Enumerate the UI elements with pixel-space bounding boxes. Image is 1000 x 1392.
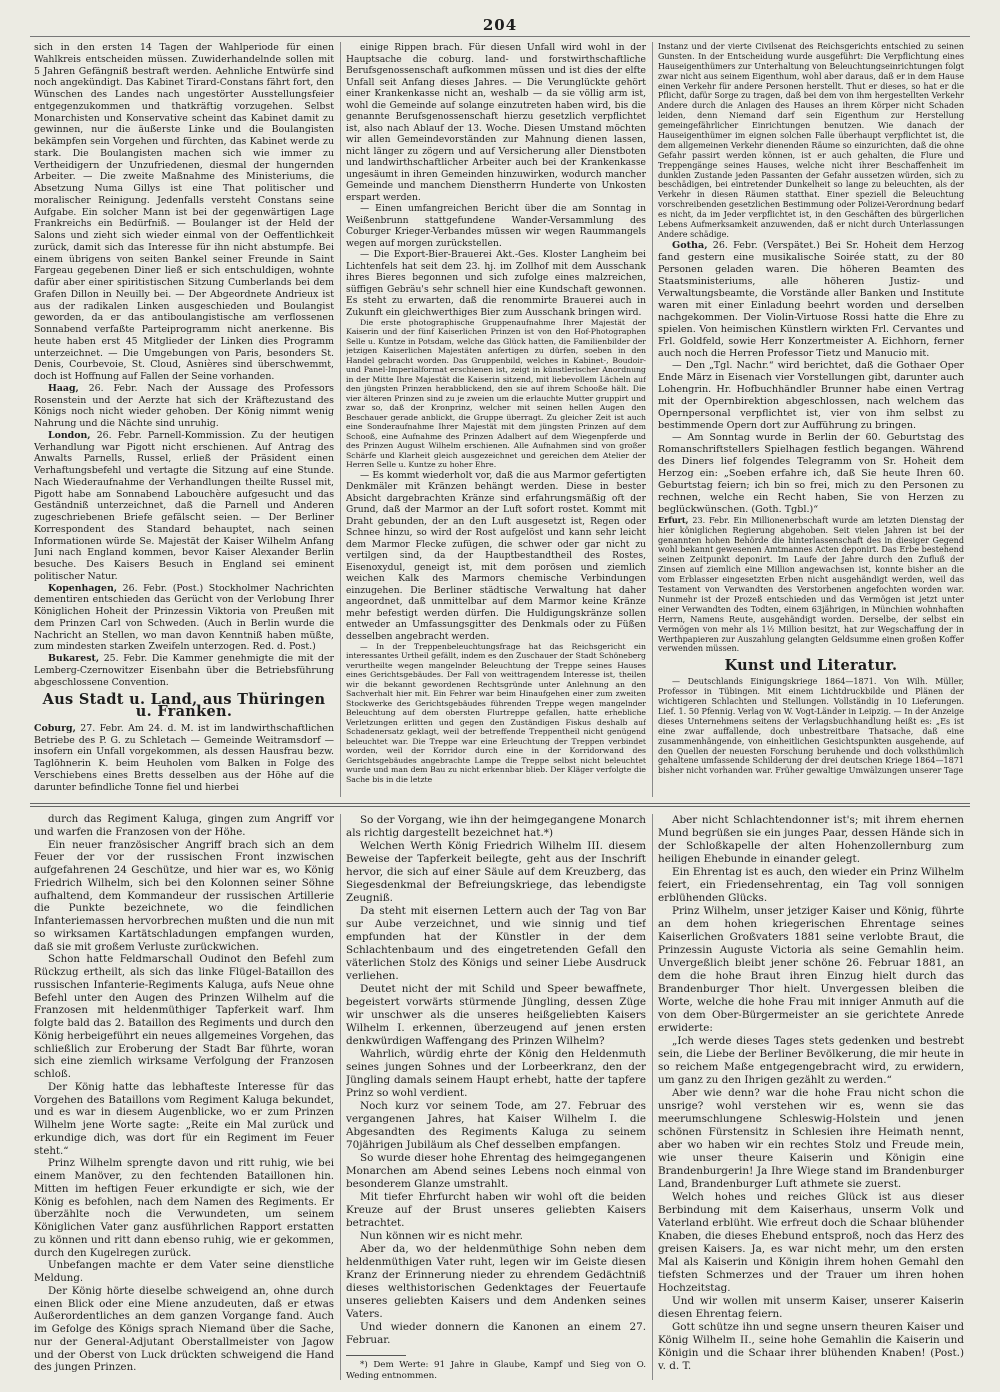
column-3 [658,42,964,797]
column-divider [652,814,653,1380]
paragraph: Prinz Wilhelm, unser jetziger Kaiser und König, führte an dem hohen kriegerischen Ehrentage seines Kaiserlichen Großvaters 1881 seine verlobte Braut, die Prinzessin Auguste Victoria als seine Gemahlin heim. Unvergeßlich bleibt jener schöne 26. Februar 1881, an dem die hohe Braut ihren Einzug hielt durch das Brandenburger Thor hielt. Unvergessen bleiben die Worte, welche die hohe Frau mit inniger Anmuth auf die von dem Ober-Bürgermeister an sie gerichtete Anrede erwiderte: [658,905,964,1034]
news-text: — Den „Tgl. Nachr.“ wird berichtet, daß die Gothaer Oper Ende März in Eisenach vier Vorstellungen gibt, darunter auch Lohengrin. Hr. Hofbuchhändler Brunner habe einen Vertrag mit der Opernbirektion abgeschlossen, nach welchem das Opernpersonal verpflichtet ist, vier von ihm selbst zu bestimmende Opern dort zur Aufführung zu bringen. [658,359,964,431]
col2-paragraphs [346,42,646,318]
paragraph: Aber nicht Schlachtendonner ist's; mit ihrem ehernen Mund begrüßen sie ein junges Paar, dessen Hände sich in der Schloßkapelle der alten Hohenzollernburg zum heiligen Ehebunde in einander gelegt. [658,814,964,865]
paragraph: Welchen Werth König Friedrich Wilhelm III. diesem Beweise der Tapferkeit beilegte, geht aus der Inschrift hervor, die sich auf einer Säule auf dem Kreuzberg, das Siegesdenkmal der Befreiungskriege, das lebendigste Zeugniß. [346,840,646,904]
news-item [658,240,964,360]
news-text: Nach der Aussage des Professors Rosenstein und der Aerzte hat sich der Kräftezustand des Königs noch nicht wieder gehoben. Der König nimmt wenig Nahrung und die Nächte sind unruhig. [34,382,334,429]
court-decision-text: Instanz und der vierte Civilsenat des Reichsgerichts entschied zu seinen Gunsten. In der Entscheidung wurde ausgeführt: Die Verpflichtung eines Hauseigenthümers zur Unterhaltung von Beleuchtungseinrichtungen folgt zwar nicht aus seinem Eigenthum, wohl aber daraus, daß er in dem Hause einen Verkehr für andere Personen herstellt. Thut er dieses, so hat er die Pflicht, dafür Sorge zu tragen, daß bei dem von ihm hergestellten Verkehr Andere durch die Anlagen des Hauses an ihrem Körper nicht Schaden leiden, denn Niemand darf sein Eigenthum zur Herstellung gemeingefährlicher Einrichtungen benutzen. Wie danach der Hauseigenthümer im eignen solchen Falle überhaupt verpflichtet ist, die dem allgemeinen Verkehr dienenden Räume so einzurichten, daß die ohne Gefahr passirt werden können, ist er auch gehalten, die Flure und Treppengänge seines Hauses, welche nicht ihrer Beschaffenheit im dunklen Zustande jeden Passanten der Gefahr aussetzen würden, sich zu beschädigen, bei eintretender Dunkelheit so lange zu beleuchten, als der Verkehr in diesen Räumen statthat. Einer speziell die Beleuchtung vorschreibenden gesetzlichen Bestimmung oder Polizei-Verordnung bedarf es nicht, da im Jeder verpflichtet ist, in den Geschäften des bürgerlichen Lebens Aufmerksamkeit anzuwenden, daß er nicht durch Unterlassungen Andere schädige. [658,42,964,239]
paragraph: — Es kommt wiederholt vor, daß die aus Marmor gefertigten Denkmäler mit Kränzen behängt werden. Diese in bester Absicht dargebrachten Kränze sind erfahrungsmäßig oft der Grund, daß der Marmor an der Luft sofort rostet. Kommt mit Draht gebunden, der an den Luft ausgesetzt ist, Regen oder Schnee hinzu, so wird der Rost aufgelöst und kann sehr leicht dem Marmor Flecke zufügen, die schwer oder gar nicht zu vertilgen sind, da der Hauptbestandtheil des Rostes, Eisenoxydul, geneigt ist, mit dem porösen und ziemlich weichen Kalk des Marmors chemische Verbindungen einzugehen. Die Berliner städtische Verwaltung hat daher angeordnet, daß unmittelbar auf dem Marmor keine Kränze mehr befestigt werden dürfen. Die Huldigungskränze sollen entweder an Umfassungsgitter des Denkmals oder zu Füßen desselben angebracht werden. [346,469,646,642]
page-number: 204 [482,16,518,34]
column-1 [34,42,334,797]
bottom-column-2 [346,814,646,1380]
paragraph: Und wir wollen mit unserm Kaiser, unserer Kaiserin diesen Ehrentag feiern. [658,1295,964,1320]
paragraph: Und wieder donnern die Kanonen an einem 27. Februar. [346,1321,646,1346]
dateline-place: Gotha, [672,239,708,251]
feuilleton-rule [30,806,970,807]
paragraph: Gott schütze ihn und segne unsern theuren Kaiser und König Wilhelm II., seine hohe Gemahlin die Kaiserin und Königin und die Schaar ihrer blühenden Knaben! (Post.) v. d. T. [658,1321,964,1372]
dateline-date: 26. Febr. [96,429,142,441]
dateline-date: 25. Febr. [103,653,148,664]
col3-dated-news [658,240,964,516]
news-text: Stockholmer Nachrichten dementiren entschieden das Gerücht von der Verlobung Ihrer Königlichen Hoheit der Prinzessin Viktoria von Preußen mit dem Prinzen Carl von Schweden. (Auch in Berlin wurde die Nachricht an Stellen, wo man davon Kenntniß haben müßte, zum mindesten starken Zweifeln unterzogen. Red. d. Post.) [34,582,334,653]
dateline-date: 26. Febr. (Post.) [122,582,204,594]
news-text: — Am Sonntag wurde in Berlin der 60. Geburtstag des Romanschriftstellers Spielhagen festlich begangen. Während des Diners lief folgendes Telegramm von Sr. Hoheit dem Herzog ein: „Soeben erfahre ich, daß Sie heute Ihren 60. Geburtstag feiern; ich bin so frei, mich zu den Personen zu rechnen, welche ein Recht haben, Sie von Herzen zu beglückwünschen. (Goth. Tgbl.)“ [658,431,964,515]
paragraph: Welch hohes und reiches Glück ist aus dieser Berbindung mit dem Kaiserhaus, unserm Volk und Vaterland erblüht. Wie erfreut doch die Schaar blühender Knaben, die dieses Ehebund entsproß, noch das Herz des greisen Kaisers. Ja, es war nicht mehr, um den ersten Mal als Kaiserin und Königin ihrem hohen Gemahl den tiefsten Schmerzes und der Trauer um ihren hohen Hochzeitstag. [658,1191,964,1294]
news-item [34,583,334,654]
paragraph: Prinz Wilhelm sprengte davon und ritt ruhig, wie bei einem Manöver, zu den fechtenden Bataillonen hin. Mitten im heftigen Feuer erkundigte er sich, wie der König es befohlen, nach dem Namen des Regiments. Er überzählte noch die Verwundeten, um seinem Königlichen Vater ganz ausführlichen Rapport erstatten zu können und ritt dann ebenso ruhig, wie er gekommen, durch den Kugelregen zurück. [34,1158,334,1259]
kunst-text: — Deutschlands Einigungskriege 1864—1871. Von Wilh. Müller, Professor in Tübingen. Mit einem Lichtdruckbilde und Plänen der wichtigeren Schlachten und Stellungen. Vollständig in 10 Lieferungen. Lief. 1. 50 Pfennig. Verlag von W. Vogt-Länder in Leipzig. — In der Anzeige dieses Unternehmens seitens der Verlagsbuchhandlung heißt es: „Es ist eine zwar auffallende, doch unbestreitbare Thatsache, daß eine zusammenhängende, von einheitlichen Gesichtspunkten ausgehende, auf den Quellen der neuesten Forschung beruhende und doch volksthümlich gehaltene umfassende Schilderung der drei deutschen Kriege 1864—1871 bisher nicht vorhanden war. Früher gewaltige Umwälzungen unserer Tage [658,677,964,776]
column-divider [652,42,653,797]
column-2 [346,42,646,797]
footnote-rule [346,1355,406,1356]
col1-dated-news [34,383,334,689]
paragraph: einige Rippen brach. Für diesen Unfall wird wohl in der Hauptsache die coburg. land- und forstwirthschaftliche Berufsgenossenschaft aufkommen müssen und ist dies der elfte Unfall seit Anfang dieses Jahres. — Die Verunglückte gehört einer Krankenkasse nicht an, weshalb — da sie völlig arm ist, wohl die Gemeinde auf solange einzutreten haben wird, bis die genannte Berufsgenossenschaft hierzu gesetzlich verpflichtet ist, also nach Ablauf der 13. Woche. Diesen Umstand möchten wir allen Gemeindevorständen zur Mahnung dienen lassen, nicht länger zu zögern und auf Versicherung aller Dienstboten und landwirthschaftlicher Arbeiter auch bei der Krankenkasse ungesäumt in ihren Gemeinden hinzuwirken, wodurch mancher Gemeinde und manchem Dienstherrn Hunderte von Unkosten erspart werden. [346,42,646,203]
dateline-place: London, [48,429,91,441]
paragraph: Der König hatte das lebhafteste Interesse für das Vorgehen des Bataillons vom Regiment Kaluga bekundet, und es war in diesem Augenblicke, wo er zum Prinzen Wilhelm jene Worte sagte: „Reite ein Mal zurück und erkundige dich, was dort für ein Regiment im Feuer steht.“ [34,1081,334,1157]
bottom-column-1 [34,814,334,1380]
news-item [34,383,334,430]
photo-group-notice: Die erste photographische Gruppenaufnahme Ihrer Majestät der Kaiserin und der fünf Kaiserlichen Prinzen ist von den Hof-Photographen Selle u. Kuntze in Potsdam, welche das Glück hatten, die Familienbilder der jetzigen Kaiserlichen Majestäten anfertigen zu dürfen, soeben in den Handel gebracht worden. Das Gruppenbild, welches in Kabinet-, Boudoir- und Panel-Imperialformat erschienen ist, zeigt in künstlerischer Anordnung in der Mitte Ihre Majestät die Kaiserin sitzend, mit liebevollem Lächeln auf den jüngsten Prinzen herabblickend, den sie auf ihrem Schooße hält. Die vier älteren Prinzen sind zu je zweien um die erlauchte Mutter gruppirt und zwar so, daß der Kronprinz, welcher mit seinen hellen Augen den Beschauer gerade anblickt, die Gruppe überragt. Zu gleicher Zeit ist auch eine Sonderaufnahme Ihrer Majestät mit dem jüngsten Prinzen auf dem Schooß, eine Aufnahme des Prinzen Adalbert auf dem Wiegenpferde und des Prinzen August Wilhelm erschienen. Alle Aufnahmen sind von großer Schärfe und Klarheit gleich ausgezeichnet und gereichen dem Atelier der Herren Selle u. Kuntze zu hoher Ehre. [346,318,646,470]
column-divider [340,42,341,797]
dateline-date: 26. Febr. [712,239,758,251]
dateline-place: Haag, [48,382,79,394]
paragraph: So wurde dieser hohe Ehrentag des heimgegangenen Monarchen am Abend seines Lebens noch einmal von besonderem Glanze umstrahlt. [346,1152,646,1190]
paragraph: Ein Ehrentag ist es auch, den wieder ein Prinz Wilhelm feiert, ein Friedensehrentag, ein Tag voll sonnigen erblühenden Glücks. [658,866,964,904]
paragraph: Unbefangen machte er dem Vater seine dienstliche Meldung. [34,1260,334,1284]
dateline-place: Bukarest, [48,653,100,664]
col1-paragraphs [34,42,334,383]
paragraph: Aber da, wo der heldenmüthige Sohn neben dem heldenmüthigen Vater ruht, legen wir im Geiste diesen Kranz der Erinnerung nieder zu ehrendem Gedächtniß dieses welthistorischen Gedenktages der Feuertaufe unseres geliebten Kaisers und dem Andenken seines Vaters. [346,1243,646,1320]
section-title-stadt-land: Aus Stadt u. Land, aus Thüringen u. Franken. [42,691,326,720]
news-item [658,360,964,432]
paragraph: Ein neuer französischer Angriff brach sich an dem Feuer der vor der russischen Front inzwischen aufgefahrenen 24 Geschütze, und hier war es, wo König Friedrich Wilhelm, sich bei den Kolonnen seiner Söhne aufhaltend, dem Kommandeur der russischen Artillerie die Punkte bezeichnete, wo die feindlichen Infanteriemassen hervorbrechen mußten und die nun mit so wirksamen Kartätschladungen empfangen wurden, daß sie mit großem Verluste zurückwichen. [34,839,334,953]
paragraph: — Die Export-Bier-Brauerei Akt.-Ges. Kloster Langheim bei Lichtenfels hat seit dem 23. hj. im Zollhof mit dem Ausschank ihres Bieres begonnen und sich zufolge eines malzreichen, süffigen Gebräu's sehr schnell hier eine Kundschaft gewonnen. Es steht zu erwarten, daß die renommirte Brauerei auch in Zukunft ein gleichwerthiges Bier zum Ausschank bringen wird. [346,249,646,318]
paragraph: Der König hörte dieselbe schweigend an, ohne durch einen Blick oder eine Miene anzudeuten, daß er etwas Außerordentliches an dem ganzen Vorgange fand. Auch im Gefolge des Königs sprach Niemand über die Sache, nur der General-Adjutant Oberstallmeister von Jagow und der Oberst von Luck drückten schweigend die Hand des jungen Prinzen. [34,1285,334,1374]
paragraph: durch das Regiment Kaluga, gingen zum Angriff vor und warfen die Franzosen von der Höhe. [34,814,334,838]
col2-marble-paragraphs [346,470,646,643]
news-text: (Verspätet.) Bei Sr. Hoheit dem Herzog fand gestern eine musikalische Soirée statt, zu der 80 Personen geladen waren. Die höheren Beamten des Staatsministeriums, alle höheren Justiz- und Verwaltungsbeamte, die Vorstände aller Banken und Institute waren mit einer Einladung beehrt worden und derselben nachgekommen. Der Violin-Virtuose Rossi hatte die Ehre zu spielen. Von heimischen Künstlern wirkten Frl. Cervantes und Frl. Goldfeld, sowie Herr Konzertmeister A. Eichhorn, ferner auch noch die Herren Professor Tietz und Manucio mit. [658,239,964,359]
paragraph: — Einen umfangreichen Bericht über die am Sonntag in Weißenbrunn stattgefundene Wander-Versammlung des Coburger Krieger-Verbandes müssen wir wegen Raummangels wegen auf morgen zurückstellen. [346,203,646,249]
dateline-date: 26. Febr. [88,382,138,394]
top-rule [30,36,970,37]
news-item [34,653,334,688]
footnote: *) Dem Werte: 91 Jahre in Glaube, Kampf und Sieg von O. Weding entnommen. [346,1360,646,1380]
news-text: Ein Millionenerbschaft wurde am letzten Dienstag der hier königlichen Regierung abgehoben. Seit vielen Jahren ist bei der genannten hohen Behörde die hinterlassenschaft des in diesiger Gegend wohl bekannt gewesenen Amtmannes Acten deponirt. Das Erbe bestehend seinen Zeitpunkt deponirt. Im Laufe der Jahre durch den Zufluß der Zinsen auf ziemlich eine Million angewachsen ist, konnte bisher an die vom Erblasser eingesetzten Erben nicht ausgehändigt werden, weil das Testament von Verwandten des Verstorbenen angefochten worden war. Nunmehr ist der Prozeß entschieden und das Vermögen ist jetzt unter einer Verwandten des Todten, einem 63jährigen, in Münchien wohnhaften Herrn, Namens Reute, ausgehändigt worden. Derselbe, der selbst ein Vermögen von mehr als 1½ Million besitzt, hat zur Wegschaffung der in Werthpapieren zur Auszahlung gelangten Geldsumme einen großen Koffer verwenden müssen. [658,515,964,654]
paragraph: Aber wie denn? war die hohe Frau nicht schon die unsrige? wohl verstehen wir es, wenn sie das meerumschlungene Schleswig-Holstein und jenen schönen Fürstensitz in Schlesien ihre Heimath nennt, aber wo haben wir ein rechtes Stolz und Freude mein, wie unser theure Kaiserin und Königin eine Brandenburgerin! Ja Ihre Wiege stand im Brandenburger Land, Brandenburger Luft athmete sie zuerst. [658,1087,964,1190]
dateline-date: 27. Febr. [80,722,124,734]
bottom-column-3 [658,814,964,1380]
column-divider [340,814,341,1380]
paragraph: Da steht mit eisernen Lettern auch der Tag von Bar sur Aube verzeichnet, und wie sinnig und tief empfunden hat der Künstler in der dem Schlachtenbaum und des eingetretenden Gefall den väterlichen Stolz des Königs und seiner Liebe Ausdruck verliehen. [346,905,646,982]
news-text: Am 24. d. M. ist im landwirthschaftlichen Betriebe des P. G. zu Schletach — Gemeinde Weitramsdorf — insofern ein Unfall vorgekommen, als dessen Hausfrau bezw. Taglöhnerin K. beim Heuholen vom Balken in Folge des Verschiebens eines Bretts desselben aus der Höhe auf die darunter befindliche Tonne fiel und hierbei [34,722,334,793]
news-text: Parnell-Kommission. Zu der heutigen Verhandlung war Pigott nicht erschienen. Auf Antrag des Anwalts Parnells, Russel, erließ der Präsident einen Verhaftungsbefehl und vertagte die Sitzung auf eine Stunde. Nach Wiederaufnahme der Verhandlungen theilte Russel mit, Pigott habe am Sonnabend Labouchère aufgesucht und das Geständniß unterzeichnet, daß die Parnell und Anderen zugeschriebenen Briefe gefälscht seien. — Der Berliner Korrespondent des Standard behauptet, nach seinen Informationen würde Se. Majestät der Kaiser Wilhelm Anfang Juni nach England kommen, bevor Kaiser Alexander Berlin besuche. Des Kaisers Besuch in England sei eminent politischer Natur. [34,429,334,582]
coburg-news [34,723,334,794]
erfurt-news [658,516,964,654]
dateline-place: Kopenhagen, [48,582,118,594]
paragraph: Schon hatte Feldmarschall Oudinot den Befehl zum Rückzug ertheilt, als sich das linke Flügel-Bataillon des russischen Infanterie-Regiments Kaluga, aufs Neue ohne Befehl unter den Augen des Prinzen Wilhelm auf die Franzosen mit heldenmüthiger Tapferkeit warf. Ihm folgte bald das 2. Bataillon des Regiments und durch den König herbeigeführt ein neues allgemeines Vorgehen, das schließlich zur Eroberung der Stadt Bar führte, woran sich eine ziemlich wirksame Verfolgung der Franzosen schloß. [34,954,334,1080]
stair-lighting-notice: — In der Treppenbeleuchtungsfrage hat das Reichsgericht ein interessantes Urtheil gefällt, indem es den Zuschauer der Stadt Schöneberg verurtheilte wegen mangelnder Beleuchtung der Treppe seines Hauses eines Gerichtsgebäudes. Der Fall von weittragendem Interesse ist, theilen wir die bekannt gewordenen Rechtsgründe unter Anlehnung an den Sachverhalt hier mit. Ein Fehrer war beim Hinaufgehen einer zum zweiten Stockwerke des Gerichtsgebäudes führenden Treppe wegen mangelnder Beleuchtung auf dem obersten Flurtreppe gefallen, hatte erhebliche Verletzungen erlitten und gegen den Zuständigen Fiskus deshalb auf Schadenersatz geklagt, weil der betreffende Treppentheil nicht genügend beleuchtet war. Die Treppe war eine Erleuchtung der Treppen verbindet worden, weil der Korridor durch eine in der Korridorwand des Gerichtsgebäudes angebrachte Lampe die Treppe selbst nicht beleuchtet wurde und man dem Bau zu nicht erkennbar blieb. Der Kläger verfolgte die Sache bis in die letzte [346,642,646,784]
section-title-kunst: Kunst und Literatur. [724,657,898,675]
bottom-col2-paragraphs [346,814,646,1347]
dateline-place: Coburg, [34,722,76,734]
paragraph: So der Vorgang, wie ihn der heimgegangene Monarch als richtig dargestellt bezeichnet hat.*) [346,814,646,839]
paragraph: Mit tiefer Ehrfurcht haben wir wohl oft die beiden Kreuze auf der Brust unseres geliebten Kaisers betrachtet. [346,1191,646,1229]
news-item [34,430,334,583]
news-item [658,432,964,516]
paragraph: Deutet nicht der mit Schild und Speer bewaffnete, begeistert vorwärts stürmende Jüngling, dessen Züge wir unschwer als die unseres heißgeliebten Kaisers Wilhelm I. erkennen, überzeugend auf jenen ersten denkwürdigen Waffengang des Prinzen Wilhelm? [346,983,646,1047]
paragraph: sich in den ersten 14 Tagen der Wahlperiode für einen Wahlkreis entscheiden müssen. Zuwiderhandelnde sollen mit 5 Jahren Gefängniß bestraft werden. Aehnliche Entwürfe sind noch angekündigt. Das Kabinet Tirard-Constans fährt fort, den Wünschen des Landes nach ungestörter Ausstellungsfeier entgegenzukommen und thatkräftig vorzugehen. Selbst Monarchisten und Konservative scheint das Kabinet damit zu gewinnen, nur die äußerste Linke und die Boulangisten bekämpfen sein Vorgehen und fürchten, das Kabinet werde zu stark. Die Boulangisten machen sich wie immer zu Vertheidigern der Unzufriedenen, diesmal der hungernden Arbeiter. — Die zweite Maßnahme des Ministeriums, die Absetzung Numa Gillys ist eine That politischer und moralischer Reinigung. Jedenfalls versteht Constans seine Aufgabe. Ein solcher Mann ist bei der gegenwärtigen Lage Frankreichs ein Bedürfniß. — Boulanger ist der Held der Salons und zieht sich wieder einmal von der Oeffentlichkeit zurück, damit sich das Interesse für ihn nicht abstumpfe. Bei einem übrigens von seiten Bankel seiner Freunde in Saint Fargeau gegebenen Diner ließ er sich entschuldigen, wohnte dafür aber einer spiritistischen Sitzung Cumberlands bei dem Grafen Dillon in Neuilly bei. — Der Abgeordnete Andrieux ist aus der radikalen Linken ausgeschieden und Boulangist geworden, da er das antiboulangistische am verflossenen Sonnabend verfaßte Parteiprogramm nicht anerkenne. Bis heute haben erst 45 Mitglieder der Linken dies Programm unterzeichnet. — Die Umgebungen von Paris, besonders St. Denis, Courbevoie, St. Cloud, Asnières sind überschwemmt, doch ist Hoffnung auf Fallen der Seine vorhanden. [34,42,334,382]
paragraph: Noch kurz vor seinem Tode, am 27. Februar des vergangenen Jahres, hat Kaiser Wilhelm I. die Abgesandten des Regiments Kaluga zu seinem 70jährigen Jubiläum als Chef desselben empfangen. [346,1100,646,1151]
feuilleton-rule [30,803,970,804]
dateline-place: Erfurt, [658,514,689,525]
paragraph: Nun können wir es nicht mehr. [360,1230,523,1242]
paragraph: Wahrlich, würdig ehrte der König den Heldenmuth seines jungen Sohnes und der Lorbeerkranz, den der Jüngling damals seinem Haupt erhebt, hatte der tapfere Prinz so wohl verdient. [346,1048,646,1099]
paragraph: „Ich werde dieses Tages stets gedenken und bestrebt sein, die Liebe der Berliner Bevölkerung, die mir heute in so reichem Maße entgegengebracht wird, zu erwidern, um ganz zu den Ihrigen gezählt zu werden.“ [658,1035,964,1086]
news-text: Die Kammer genehmigte die mit der Lemberg-Czernowitzer Eisenbahn über die Betriebsführung abgeschlossene Convention. [34,653,334,688]
dateline-date: 23. Febr. [692,515,730,525]
